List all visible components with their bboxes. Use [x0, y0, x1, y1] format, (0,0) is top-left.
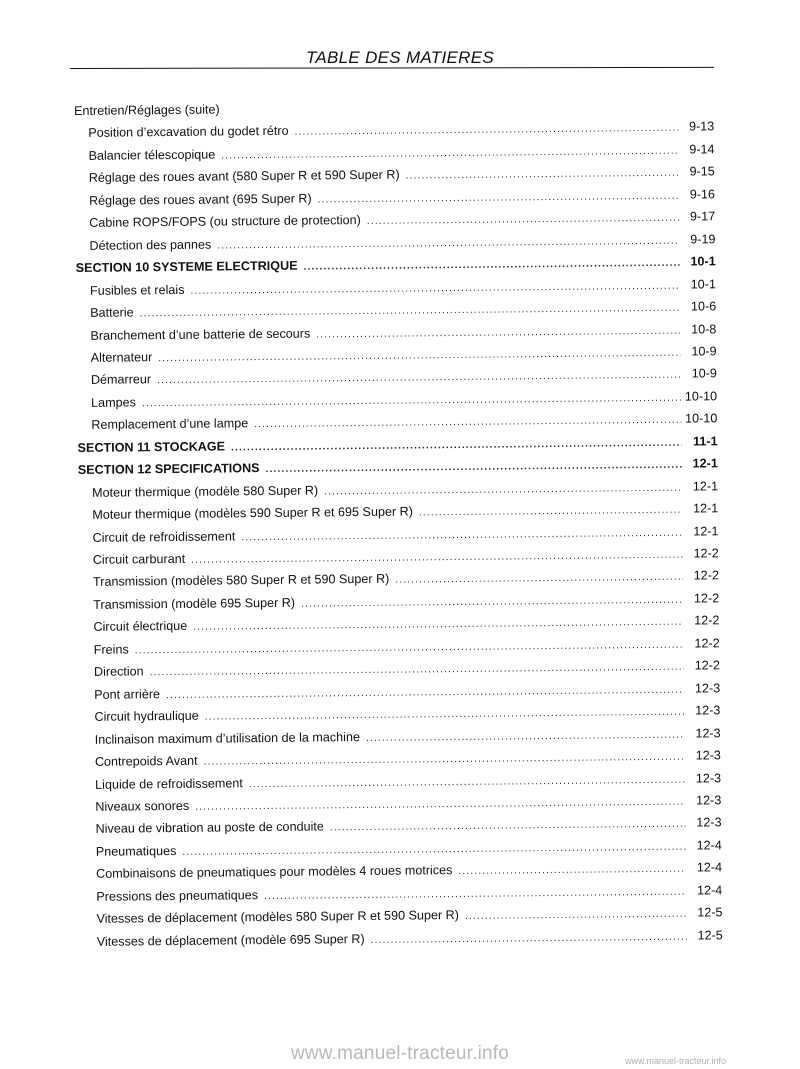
toc-page-number: 9-19	[690, 231, 716, 247]
toc-dot-leader	[249, 772, 685, 793]
toc-dot-leader	[195, 795, 685, 816]
toc-label: SECTION 11 STOCKAGE	[77, 439, 226, 455]
toc-label: Inclinaison maximum d’utilisation de la machine	[94, 729, 361, 747]
toc-page-number: 12-3	[694, 680, 721, 696]
toc-page-number: 12-2	[693, 591, 720, 606]
toc-section	[76, 253, 716, 276]
toc-label: Position d’excavation du godet rétro	[88, 124, 289, 141]
toc-item	[79, 590, 719, 613]
toc-dot-leader	[157, 368, 681, 389]
toc-label: Pressions des pneumatiques	[96, 887, 259, 904]
toc-label: Direction	[93, 664, 144, 680]
toc-item	[75, 164, 715, 187]
toc-page-number: 9-14	[689, 142, 715, 157]
toc-label: Démarreur	[90, 372, 152, 388]
toc-dot-leader	[140, 301, 681, 323]
toc-dot-leader	[166, 682, 684, 703]
toc-item	[74, 119, 714, 142]
toc-page-number: 12-3	[696, 815, 722, 830]
toc-item	[82, 860, 722, 883]
toc-dot-leader	[301, 593, 683, 613]
toc-label: Cabine ROPS/FOPS (ou structure de protection)	[89, 213, 361, 231]
toc-page-number: 12-1	[692, 478, 719, 494]
toc-label: Transmission (modèles 580 Super R et 590 Super R)	[92, 572, 390, 590]
toc-item	[78, 478, 718, 501]
toc-page-number: 12-2	[693, 568, 720, 583]
toc-item	[80, 680, 720, 703]
toc-item	[77, 411, 717, 434]
toc-page-number: 12-2	[694, 658, 720, 673]
toc-label: Branchement d’une batterie de secours	[90, 326, 311, 343]
toc-label: Vitesses de déplacement (modèles 580 Super R et 590 Super R)	[96, 908, 460, 926]
toc-dot-leader	[191, 548, 683, 569]
toc-page-number: 12-2	[693, 546, 719, 561]
toc-dot-leader	[135, 637, 684, 659]
toc-section	[78, 433, 718, 456]
toc-group-heading	[74, 96, 714, 119]
toc-label: Niveau de vibration au poste de conduite	[95, 819, 324, 837]
toc-item	[77, 388, 717, 411]
toc-item	[78, 523, 718, 546]
toc-dot-leader	[367, 211, 680, 230]
toc-page-number: 12-1	[693, 523, 719, 539]
toc-label: Réglage des roues avant (695 Super R)	[88, 191, 312, 208]
toc-dot-leader	[193, 615, 683, 636]
toc-item	[78, 500, 718, 523]
toc-dot-leader	[217, 233, 679, 254]
toc-item	[81, 747, 721, 770]
toc-dot-leader	[158, 346, 681, 367]
toc-item	[82, 904, 722, 927]
title-rule	[70, 67, 714, 69]
toc-label: Circuit de refroidissement	[92, 528, 236, 545]
toc-page-number: 12-5	[697, 905, 723, 920]
toc-dot-leader	[366, 727, 685, 746]
toc-label: Niveaux sonores	[95, 798, 190, 814]
toc-label: Freins	[93, 642, 129, 657]
toc-item	[82, 882, 722, 905]
toc-page-number: 12-4	[696, 838, 722, 853]
toc-dot-leader	[204, 750, 685, 771]
toc-item	[82, 815, 722, 838]
toc-item	[77, 366, 717, 389]
toc-dot-leader	[265, 458, 681, 478]
toc-page-number: 10-10	[685, 411, 718, 426]
footer-small-url: www.manuel-tracteur.info	[624, 1056, 726, 1066]
toc-item	[80, 658, 720, 681]
toc-section	[78, 455, 718, 478]
toc-label: Fusibles et relais	[89, 282, 185, 298]
toc-item	[79, 613, 719, 636]
toc-dot-leader	[395, 570, 683, 589]
toc-label: Réglage des roues avant (580 Super R et 590 Super R)	[88, 167, 400, 186]
toc-item	[76, 276, 716, 299]
toc-label: Détection des pannes	[89, 237, 212, 253]
toc-page-number: 10-8	[691, 321, 717, 337]
toc-label: Circuit électrique	[93, 619, 188, 635]
toc-label: Pneumatiques	[95, 843, 177, 859]
toc-dot-leader	[318, 188, 680, 208]
toc-label: Balancier télescopique	[88, 147, 216, 163]
toc-page-number: 9-16	[689, 187, 716, 202]
toc-dot-leader	[316, 323, 680, 343]
toc-label: Combinaisons de pneumatiques pour modèles 4 roues motrices	[96, 863, 453, 882]
toc-label: Pont arrière	[94, 686, 161, 702]
toc-page-number: 12-3	[695, 748, 721, 763]
toc-item	[75, 209, 715, 232]
toc-label: Alternateur	[90, 350, 153, 365]
toc-page-number: 12-5	[697, 927, 723, 943]
toc-page-number: 12-3	[695, 770, 722, 786]
toc-page-number: 10-1	[690, 276, 717, 292]
toc-item	[80, 702, 720, 725]
toc-page-number: 11-1	[692, 434, 718, 449]
toc-dot-leader	[241, 525, 682, 546]
toc-page-number: 9-17	[689, 209, 716, 224]
toc-label: SECTION 12 SPECIFICATIONS	[77, 461, 260, 478]
footer-watermark: www.manuel-tracteur.info	[290, 1043, 510, 1064]
toc-label: Circuit hydraulique	[94, 708, 199, 724]
toc-dot-leader	[371, 929, 687, 948]
toc-item	[76, 321, 716, 344]
toc-page-number: 10-9	[691, 344, 717, 359]
toc-item	[81, 770, 721, 793]
toc-item	[82, 837, 722, 860]
toc-dot-leader	[419, 503, 683, 522]
toc-dot-leader	[324, 480, 682, 500]
toc-page-number: 12-3	[696, 793, 722, 808]
toc-label: Batterie	[90, 305, 134, 320]
toc-dot-leader	[221, 144, 678, 165]
toc-label: Liquide de refroidissement	[95, 775, 243, 792]
toc-page-number: 12-2	[694, 636, 720, 651]
toc-item	[74, 141, 714, 164]
toc-dot-leader	[330, 817, 686, 837]
toc-page-number: 9-13	[688, 119, 715, 134]
table-of-contents	[74, 96, 723, 949]
toc-item	[83, 927, 723, 950]
toc-dot-leader	[264, 884, 686, 904]
toc-item	[75, 186, 715, 209]
toc-item	[80, 635, 720, 658]
toc-label: Circuit carburant	[92, 551, 186, 567]
toc-item	[79, 568, 719, 591]
toc-dot-leader	[150, 660, 684, 682]
toc-page-number: 10-6	[690, 299, 717, 314]
toc-label: Moteur thermique (modèles 590 Super R et 695 Super R)	[92, 504, 413, 522]
toc-page-number: 10-1	[690, 254, 716, 269]
toc-page-number: 10-9	[691, 366, 717, 381]
toc-item	[81, 725, 721, 748]
toc-dot-leader	[205, 705, 685, 726]
toc-page-number: 12-3	[695, 725, 721, 741]
toc-page-number: 12-2	[694, 613, 720, 628]
toc-label: Moteur thermique (modèle 580 Super R)	[92, 483, 319, 500]
toc-dot-leader	[465, 907, 687, 925]
toc-dot-leader	[142, 391, 681, 413]
toc-item	[77, 343, 717, 366]
toc-page-number: 12-4	[696, 860, 723, 875]
toc-dot-leader	[182, 839, 686, 860]
toc-item	[81, 792, 721, 815]
toc-page-number: 12-1	[692, 501, 719, 516]
toc-dot-leader	[294, 121, 678, 141]
toc-page-number: 12-4	[696, 883, 723, 898]
toc-label: Vitesses de déplacement (modèle 695 Super R)	[96, 931, 365, 949]
toc-label: Entretien/Réglages (suite)	[74, 102, 220, 118]
toc-item	[79, 545, 719, 568]
toc-page-number: 12-3	[695, 703, 721, 718]
toc-label: Lampes	[91, 395, 137, 410]
toc-dot-leader	[303, 256, 679, 276]
toc-dot-leader	[458, 862, 686, 880]
toc-dot-leader	[254, 413, 681, 433]
toc-page-number: 9-15	[689, 164, 715, 179]
toc-label: Remplacement d’une lampe	[91, 416, 249, 433]
toc-page-number: 12-1	[692, 456, 718, 471]
toc-item	[75, 231, 715, 254]
toc-item	[76, 298, 716, 321]
toc-page-number: 10-10	[684, 389, 718, 404]
toc-dot-leader	[231, 435, 682, 456]
toc-label: Transmission (modèle 695 Super R)	[93, 595, 296, 612]
toc-dot-leader	[190, 278, 680, 299]
page-title: TABLE DES MATIERES	[305, 48, 495, 67]
toc-label: SECTION 10 SYSTEME ELECTRIQUE	[75, 258, 298, 276]
toc-dot-leader	[406, 166, 679, 185]
toc-label: Contrepoids Avant	[94, 753, 198, 769]
